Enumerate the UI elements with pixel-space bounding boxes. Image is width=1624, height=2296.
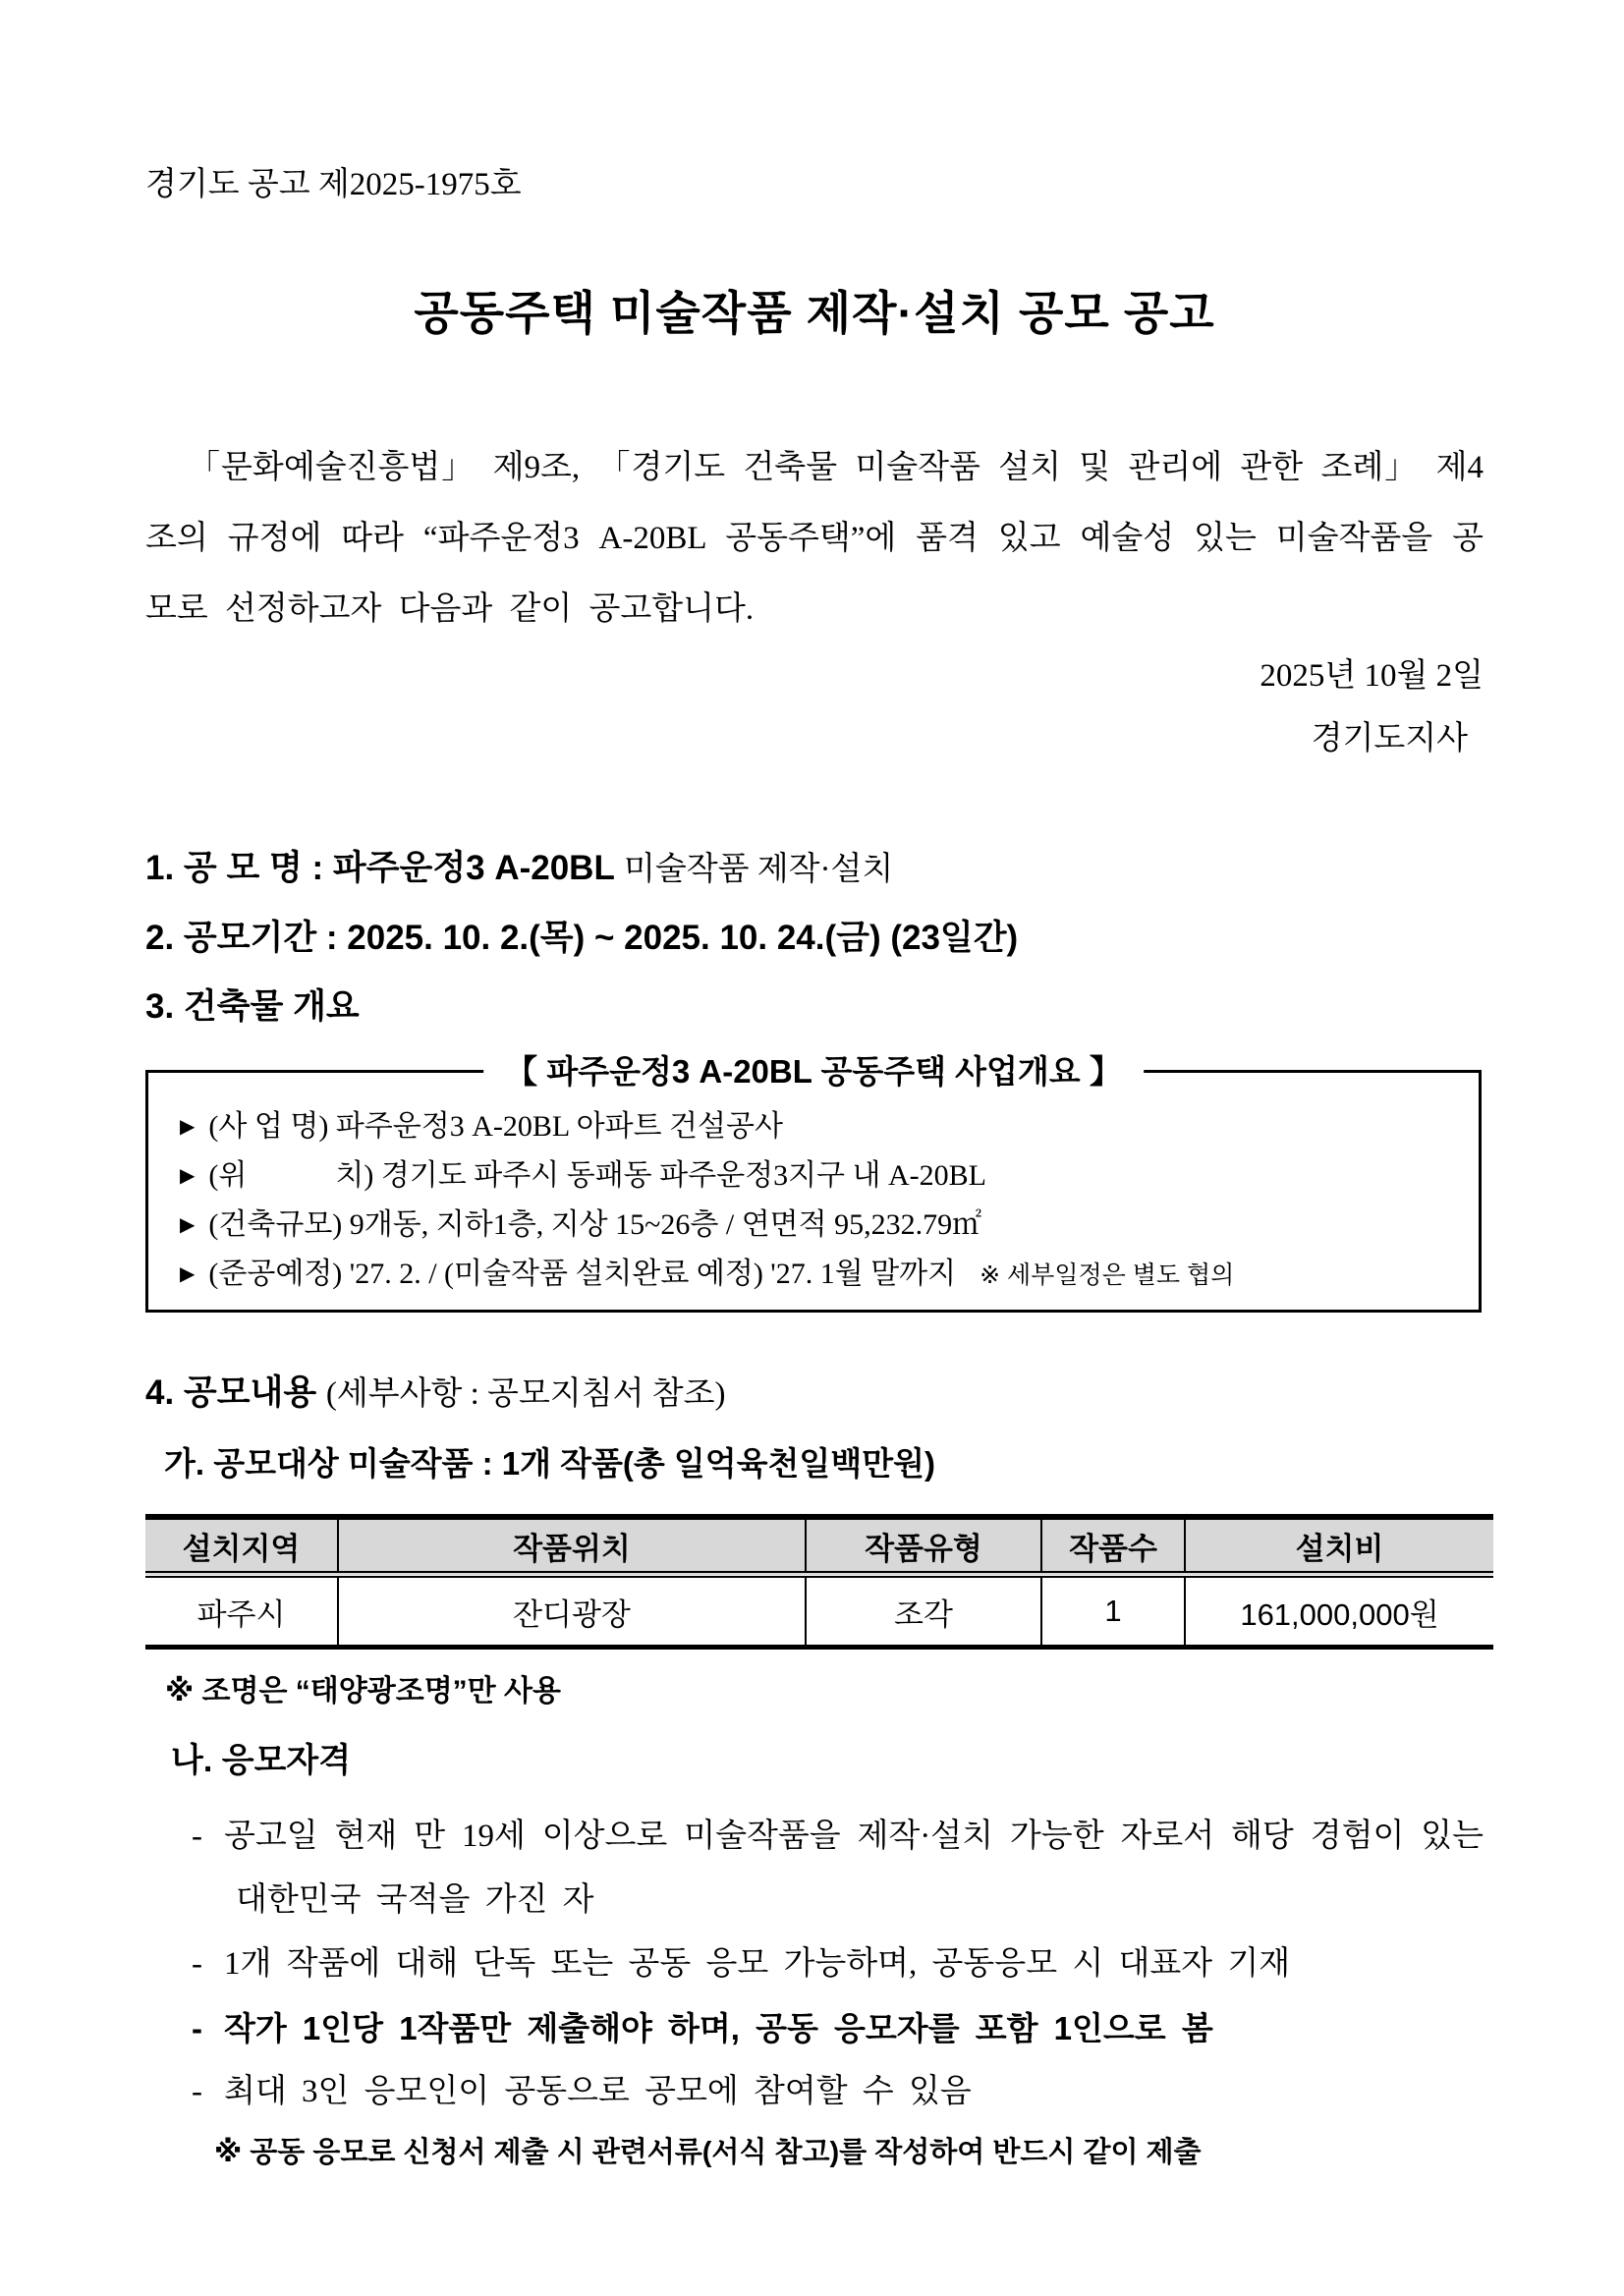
eligibility-item-max-three — [145, 2060, 1484, 2124]
project-overview-box-title: 【 파주운정3 A-20BL 공동주택 사업개요 】 — [483, 1049, 1144, 1094]
intro-paragraph: 「문화예술진흥법」 제9조, 「경기도 건축물 미술작품 설치 및 관리에 관한 조례」 제4조의 규정에 따라 “파주운정3 A-20BL 공동주택”에 품격 있고 예술성 있는 미술작품을 공모로 선정하고자 다음과 같이 공고합니다. — [145, 450, 1484, 627]
project-item-scale — [180, 1201, 1459, 1250]
subsection-na-eligibility: 나. 응모자격 — [171, 1742, 352, 1779]
notice-date: 2025년 10월 2일 — [1260, 658, 1484, 694]
eligibility-item-text: 공고일 현재 만 19세 이상으로 미술작품을 제작·설치 가능한 자로서 해당 경험이 있는 대한민국 국적을 가진 자 — [224, 1819, 1484, 1918]
project-item-scale-text: (건축규모) 9개동, 지하1층, 지상 15~26층 / 연면적 95,232.79㎡ — [208, 1208, 982, 1241]
cell-install-cost: 161,000,000원 — [1185, 1575, 1493, 1648]
section-4-label: 4. 공모내용 — [145, 1373, 317, 1412]
project-item-name — [180, 1102, 1459, 1151]
cell-install-region: 파주시 — [196, 1596, 286, 1632]
project-item-location-text: (위 치) 경기도 파주시 동패동 파주운정3지구 내 A-20BL — [208, 1159, 987, 1192]
col-header-artwork-location: 작품위치 — [338, 1517, 806, 1575]
col-header-artwork-count: 작품수 — [1041, 1517, 1185, 1575]
section-list — [145, 847, 1484, 1029]
subsection-ga-target-artwork: 가. 공모대상 미술작품 : 1개 작품(총 일억육천일백만원) — [164, 1445, 935, 1482]
artwork-table-header-row — [145, 1517, 1493, 1575]
eligibility-item-text: 작가 1인당 1작품만 제출해야 하며, 공동 응모자를 포함 1인으로 봄 — [224, 2010, 1213, 2046]
project-overview-box — [145, 1053, 1482, 1313]
eligibility-list — [145, 1805, 1484, 2124]
lighting-restriction-note: ※ 조명은 “태양광조명”만 사용 — [165, 1675, 561, 1708]
eligibility-item-joint-entry — [145, 1932, 1484, 1996]
eligibility-item-text: 최대 3인 응모인이 공동으로 공모에 참여할 수 있음 — [224, 2074, 972, 2109]
joint-submission-footnote: ※ 공동 응모로 신청서 제출 시 관련서류(서식 참고)를 작성하여 반드시 같이 제출 — [214, 2137, 1202, 2168]
cell-artwork-count: 1 — [1041, 1575, 1185, 1648]
project-item-schedule — [180, 1250, 1459, 1300]
eligibility-item-text: 1개 작품에 대해 단독 또는 공동 응모 가능하며, 공동응모 시 대표자 기재 — [224, 1946, 1291, 1982]
dash-bullet: - — [192, 2074, 202, 2109]
cell-artwork-location: 잔디광장 — [338, 1575, 806, 1648]
project-item-location — [180, 1151, 1459, 1201]
dash-bullet: - — [192, 1819, 202, 1854]
section-3-building-overview: 3. 건축물 개요 — [145, 987, 360, 1026]
section-1-competition-name — [145, 847, 1484, 891]
section-2-competition-period: 2. 공모기간 : 2025. 10. 2.(목) ~ 2025. 10. 24.(금) (23일간) — [145, 919, 1019, 957]
section-1-label: 1. 공 모 명 : 파주운정3 A-20BL — [145, 849, 615, 887]
triangle-bullet-icon: ▶ — [180, 1165, 196, 1187]
page-title: 공동주택 미술작품 제작·설치 공모 공고 — [414, 287, 1215, 339]
artwork-table-row — [145, 1575, 1493, 1648]
dash-bullet: - — [192, 1946, 202, 1982]
triangle-bullet-icon: ▶ — [180, 1263, 196, 1285]
col-header-install-region: 설치지역 — [145, 1517, 338, 1575]
eligibility-item-one-work-per-artist — [145, 1996, 1484, 2060]
section-4-rest: (세부사항 : 공모지침서 참조) — [325, 1376, 726, 1412]
artwork-table — [145, 1514, 1493, 1650]
issuer-name: 경기도지사 — [1311, 721, 1468, 756]
notice-number: 경기도 공고 제2025-1975호 — [145, 167, 522, 202]
schedule-note: ※ 세부일정은 별도 협의 — [980, 1261, 1235, 1289]
col-header-artwork-type: 작품유형 — [806, 1517, 1041, 1575]
triangle-bullet-icon: ▶ — [180, 1116, 196, 1138]
section-1-rest: 미술작품 제작·설치 — [623, 852, 894, 887]
col-header-install-cost: 설치비 — [1185, 1517, 1493, 1575]
section-4-contents — [145, 1372, 1484, 1416]
triangle-bullet-icon: ▶ — [180, 1214, 196, 1236]
dash-bullet: - — [192, 2010, 202, 2046]
project-item-schedule-text: (준공예정) '27. 2. / (미술작품 설치완료 예정) '27. 1월 말까지 — [208, 1258, 957, 1290]
eligibility-item-age-nationality — [145, 1805, 1484, 1932]
project-item-name-text: (사 업 명) 파주운정3 A-20BL 아파트 건설공사 — [208, 1110, 783, 1143]
cell-artwork-type: 조각 — [806, 1575, 1041, 1648]
